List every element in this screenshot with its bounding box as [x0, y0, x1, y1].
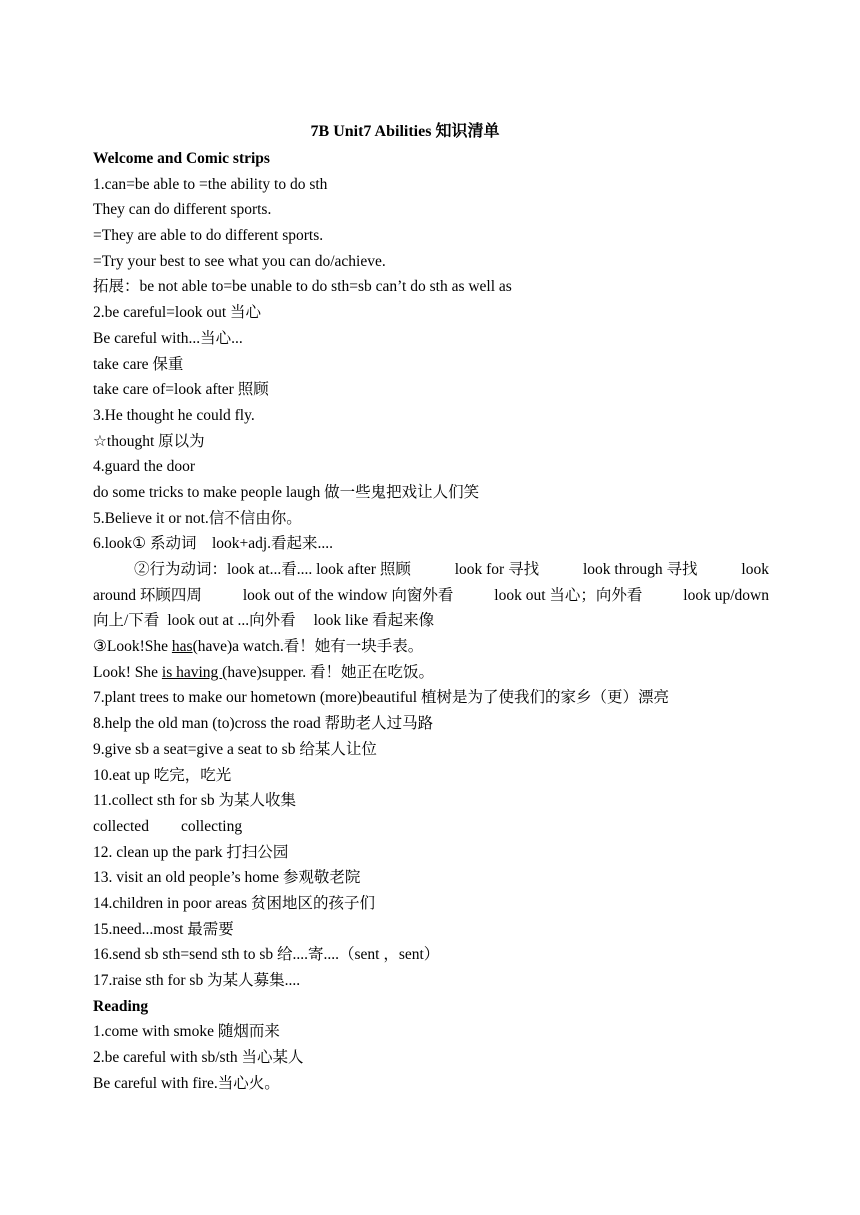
text-line: 4.guard the door: [93, 458, 196, 476]
document-title: 7B Unit7 Abilities 知识清单: [310, 123, 500, 140]
text-line: 10.eat up 吃完，吃光: [93, 766, 232, 784]
text-line: take care 保重: [93, 355, 184, 373]
text-line: 15.need...most 最需要: [93, 920, 234, 938]
text-line: do some tricks to make people laugh 做一些鬼把戏让人们笑: [93, 483, 480, 501]
text-segment: look up/down: [683, 586, 769, 604]
text-line-look-verbs: [93, 557, 769, 583]
text-line: 14.children in poor areas 贫困地区的孩子们: [93, 894, 375, 912]
text-line: 9.give sb a seat=give a seat to sb 给某人让位: [93, 740, 377, 758]
text-segment: look out of the window 向窗外看: [242, 586, 454, 604]
text-line: take care of=look after 照顾: [93, 381, 269, 399]
text-segment: look: [741, 561, 769, 578]
text-line: 8.help the old man (to)cross the road 帮助老人过马路: [93, 715, 434, 733]
text-line: 6.look① 系动词 look+adj.看起来....: [93, 535, 334, 553]
text-segment: ②行为动词：look at...看.... look after 照顾: [134, 561, 411, 578]
text-segment: look for 寻找: [454, 561, 540, 578]
text-segment: 向上/下看: [93, 612, 160, 630]
text-line: =They are able to do different sports.: [93, 227, 324, 245]
text-line: [93, 634, 769, 660]
section-heading-reading: Reading: [93, 997, 149, 1015]
text-line: 7.plant trees to make our hometown (more)beautiful 植树是为了使我们的家乡（更）漂亮: [93, 689, 669, 707]
text-segment: look like 看起来像: [313, 612, 435, 630]
document-body: [93, 146, 769, 1096]
text-line: 17.raise sth for sb 为某人募集....: [93, 972, 301, 989]
text-line: They can do different sports.: [93, 201, 272, 219]
underlined-answer: is having: [161, 663, 223, 681]
text-line: 13. visit an old people’s home 参观敬老院: [93, 869, 361, 887]
text-line-look-verbs: [93, 583, 769, 609]
text-line: 1.can=be able to =the ability to do sth: [93, 175, 328, 193]
text-line: 5.Believe it or not.信不信由你。: [93, 509, 302, 527]
text-line: [93, 814, 769, 840]
text-segment: (have)supper. 看！她正在吃饭。: [222, 663, 434, 681]
text-line: =Try your best to see what you can do/achieve.: [93, 252, 386, 270]
text-line: Be careful with fire.当心火。: [93, 1074, 280, 1092]
text-segment: collected: [93, 817, 149, 835]
text-line: ☆thought 原以为: [93, 432, 205, 450]
text-line: [93, 660, 769, 686]
underlined-answer: has: [171, 638, 193, 656]
text-line: Be careful with...当心...: [93, 329, 243, 347]
text-segment: look through 寻找: [583, 561, 698, 578]
text-line: 16.send sb sth=send sth to sb 给....寄....（sent ，sent）: [93, 946, 440, 964]
text-line: 2.be careful=look out 当心: [93, 304, 262, 322]
text-line: 11.collect sth for sb 为某人收集: [93, 792, 297, 810]
text-line: 2.be careful with sb/sth 当心某人: [93, 1049, 304, 1067]
section-heading-welcome: Welcome and Comic strips: [93, 150, 270, 167]
text-segment: Look! She: [93, 663, 162, 681]
text-segment: look out at ...向外看: [167, 612, 296, 630]
text-line: 12. clean up the park 打扫公园: [93, 843, 289, 861]
text-segment: look out 当心；向外看: [494, 586, 643, 604]
text-segment: ③Look!She: [93, 638, 172, 656]
text-line-look-verbs: [93, 608, 769, 634]
text-line: 3.He thought he could fly.: [93, 406, 255, 424]
text-line: 拓展：be not able to=be unable to do sth=sb can’t do sth as well as: [93, 278, 512, 296]
text-line: 1.come with smoke 随烟而来: [93, 1023, 280, 1041]
text-segment: around 环顾四周: [93, 586, 202, 604]
text-segment: (have)a watch.看！她有一块手表。: [192, 638, 424, 656]
text-segment: collecting: [180, 817, 243, 835]
